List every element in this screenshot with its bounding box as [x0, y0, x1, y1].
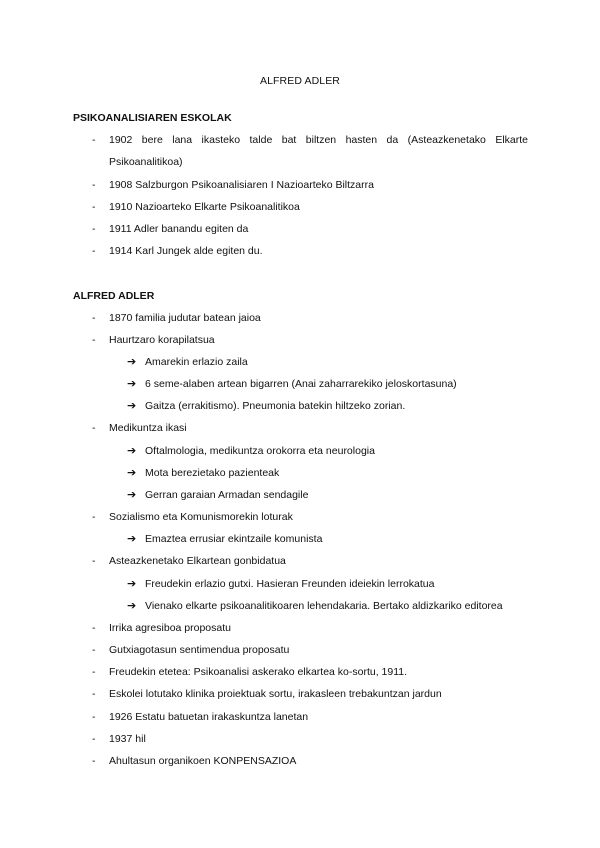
page-title: ALFRED ADLER: [260, 75, 340, 87]
list-item: Gutxiagotasun sentimendua proposatu: [109, 644, 290, 656]
list-bullet: -: [92, 644, 96, 656]
list-item: 1914 Karl Jungek alde egiten du.: [109, 245, 263, 257]
list-bullet: -: [92, 245, 96, 257]
sub-list-item: Freudekin erlazio gutxi. Hasieran Freunden ideiekin lerrokatua: [145, 578, 435, 590]
list-bullet: -: [92, 666, 96, 678]
list-bullet: -: [92, 622, 96, 634]
sub-list-item: Gaitza (errakitismo). Pneumonia batekin hiltzeko zorian.: [145, 400, 406, 412]
arrow-icon: ➔: [127, 400, 137, 412]
list-item: Eskolei lotutako klinika proiektuak sortu, irakasleen trebakuntzan jardun: [109, 688, 442, 700]
arrow-icon: ➔: [127, 533, 137, 545]
list-item: 1937 hil: [109, 733, 146, 745]
list-item: Irrika agresiboa proposatu: [109, 622, 231, 634]
list-bullet: -: [92, 688, 96, 700]
sub-list-item: Amarekin erlazio zaila: [145, 356, 248, 368]
arrow-icon: ➔: [127, 578, 137, 590]
list-bullet: -: [92, 511, 96, 523]
list-item: Freudekin etetea: Psikoanalisi askerako elkartea ko-sortu, 1911.: [109, 666, 408, 678]
list-item: Asteazkenetako Elkartean gonbidatua: [109, 555, 286, 567]
list-item: 1926 Estatu batuetan irakaskuntza lanetan: [109, 711, 309, 723]
arrow-icon: ➔: [127, 378, 137, 390]
section-heading-adler: ALFRED ADLER: [73, 290, 155, 302]
list-item: Haurtzaro korapilatsua: [109, 334, 215, 346]
list-item-continuation: Psikoanalitikoa): [109, 156, 183, 168]
sub-list-item: Vienako elkarte psikoanalitikoaren lehendakaria. Bertako aldizkariko editorea: [145, 600, 503, 612]
arrow-icon: ➔: [127, 467, 137, 479]
arrow-icon: ➔: [127, 600, 137, 612]
sub-list-item: 6 seme-alaben artean bigarren (Anai zaharrarekiko jeloskortasuna): [145, 378, 457, 390]
arrow-icon: ➔: [127, 356, 137, 368]
list-item: Ahultasun organikoen KONPENSAZIOA: [109, 755, 297, 767]
list-bullet: -: [92, 201, 96, 213]
list-bullet: -: [92, 555, 96, 567]
list-bullet: -: [92, 312, 96, 324]
sub-list-item: Emaztea errusiar ekintzaile komunista: [145, 533, 323, 545]
arrow-icon: ➔: [127, 445, 137, 457]
list-item: Medikuntza ikasi: [109, 422, 187, 434]
list-item: 1870 familia judutar batean jaioa: [109, 312, 261, 324]
section-heading-eskolak: PSIKOANALISIAREN ESKOLAK: [73, 112, 232, 124]
list-bullet: -: [92, 334, 96, 346]
list-bullet: -: [92, 422, 96, 434]
list-bullet: -: [92, 711, 96, 723]
sub-list-item: Mota berezietako pazienteak: [145, 467, 280, 479]
sub-list-item: Gerran garaian Armadan sendagile: [145, 489, 309, 501]
list-item: 1902 bere lana ikasteko talde bat biltzen hasten da (Asteazkenetako Elkarte: [109, 134, 528, 146]
list-item: 1910 Nazioarteko Elkarte Psikoanalitikoa: [109, 201, 300, 213]
list-item: Sozialismo eta Komunismorekin loturak: [109, 511, 293, 523]
list-bullet: -: [92, 134, 96, 146]
arrow-icon: ➔: [127, 489, 137, 501]
list-bullet: -: [92, 755, 96, 767]
list-item: 1908 Salzburgon Psikoanalisiaren I Nazioarteko Biltzarra: [109, 179, 374, 191]
sub-list-item: Oftalmologia, medikuntza orokorra eta neurologia: [145, 445, 375, 457]
list-item: 1911 Adler banandu egiten da: [109, 223, 249, 235]
list-bullet: -: [92, 733, 96, 745]
list-bullet: -: [92, 179, 96, 191]
list-bullet: -: [92, 223, 96, 235]
